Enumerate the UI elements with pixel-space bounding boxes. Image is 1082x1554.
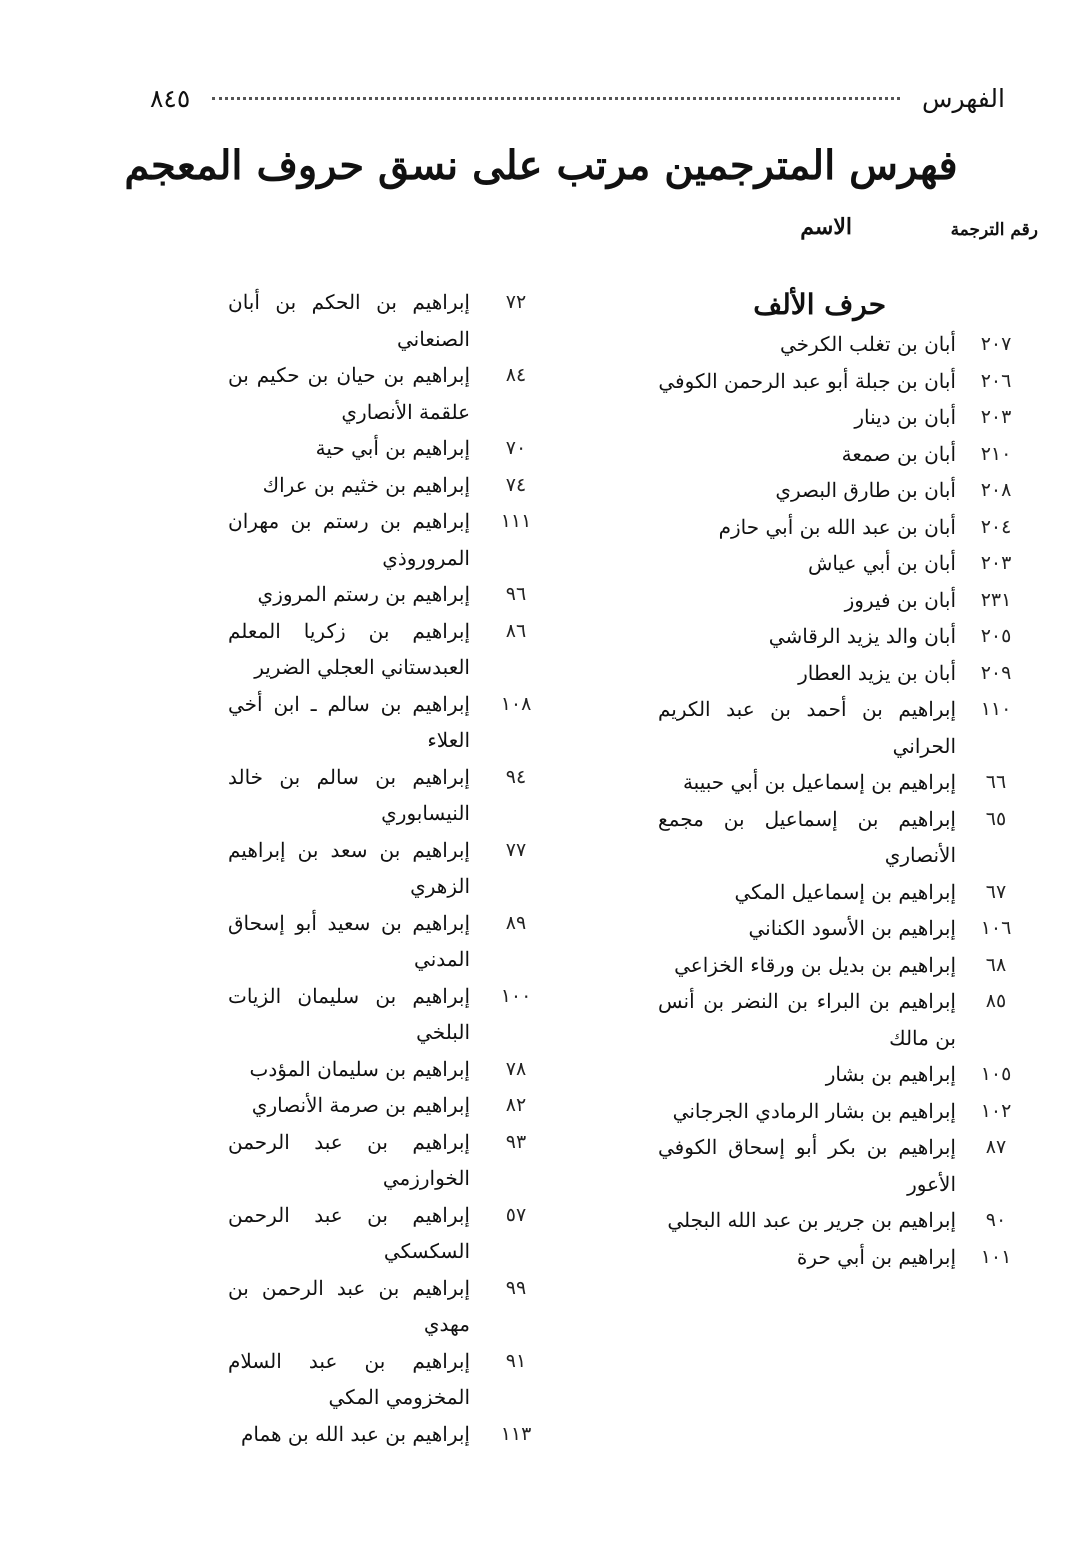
entry-name: أبان والد يزيد الرقاشي xyxy=(768,624,956,648)
entry-number: ٢٠٩ xyxy=(980,661,1012,684)
entry-name: إبراهيم بن عبد السلام المخزومي المكي xyxy=(228,1348,470,1409)
index-entry xyxy=(658,983,1022,1056)
entry-name: إبراهيم بن بكر أبو إسحاق الكوفي الأعور xyxy=(658,1135,956,1196)
index-entry xyxy=(228,467,542,504)
entry-number: ١٠٥ xyxy=(980,1063,1012,1085)
entry-number: ٧٧ xyxy=(505,838,527,861)
index-entry xyxy=(228,1087,542,1124)
entry-number: ٢٠٦ xyxy=(980,369,1012,392)
entry-name: إبراهيم بن إسماعيل بن أبي حبيبة xyxy=(682,770,956,794)
entry-number: ٩٣ xyxy=(505,1130,527,1153)
entry-name: إبراهيم بن أبي حية xyxy=(315,436,470,460)
index-entry xyxy=(658,363,1022,400)
entry-number: ٢٠٥ xyxy=(980,625,1012,647)
entry-number: ٩٠ xyxy=(985,1209,1007,1231)
entry-name: إبراهيم بن بديل بن ورقاء الخزاعي xyxy=(674,952,956,977)
entry-number: ٦٥ xyxy=(985,807,1007,830)
entry-name: إبراهيم بن زكريا المعلم العبدستاني العجلي الضرير xyxy=(228,618,470,679)
index-entry xyxy=(228,357,542,430)
index-entry xyxy=(228,978,542,1051)
entry-name: إبراهيم بن سالم بن خالد النيسابوري xyxy=(228,764,470,825)
index-entry xyxy=(228,503,542,576)
index-entry xyxy=(658,436,1022,473)
entry-name: أبان بن صمعة xyxy=(841,441,956,466)
entry-number: ١١١ xyxy=(500,510,532,532)
entry-number: ٥٧ xyxy=(505,1203,527,1226)
entry-name: إبراهيم بن الحكم بن أبان الصنعاني xyxy=(228,290,470,351)
entry-number: ٨٤ xyxy=(505,364,527,386)
index-entry xyxy=(658,1202,1022,1239)
entry-number: ٢٠٤ xyxy=(980,515,1012,538)
entry-number: ١٠١ xyxy=(980,1245,1012,1268)
entry-name: إبراهيم بن عبد الرحمن بن مهدي xyxy=(228,1275,470,1336)
entry-name: أبان بن أبي عياش xyxy=(807,551,956,575)
entry-number: ٨٩ xyxy=(505,911,527,934)
entry-name: إبراهيم بن عبد الرحمن السكسكي xyxy=(228,1202,470,1263)
entry-number: ٦٦ xyxy=(985,771,1007,793)
entry-name: إبراهيم بن إسماعيل بن مجمع الأنصاري xyxy=(658,806,956,867)
entry-name: إبراهيم بن صرمة الأنصاري xyxy=(251,1093,470,1117)
entry-number: ٢٠٣ xyxy=(980,406,1012,428)
page-number: ٨٤٥ xyxy=(150,83,191,113)
entry-name: إبراهيم بن سالم ـ ابن أخي العلاء xyxy=(228,691,470,752)
entry-number: ٧٢ xyxy=(505,291,527,313)
index-entry xyxy=(228,284,542,357)
entry-name: إبراهيم بن أبي حرة xyxy=(796,1244,956,1269)
entry-number: ٩٦ xyxy=(505,583,527,605)
index-entry xyxy=(658,545,1022,582)
index-entry xyxy=(658,509,1022,546)
index-entry xyxy=(658,801,1022,874)
index-entry xyxy=(228,1124,542,1197)
index-entry xyxy=(228,1051,542,1088)
index-entry xyxy=(658,655,1022,692)
entry-name: أبان بن طارق البصري xyxy=(775,478,956,502)
entry-number: ١٠٨ xyxy=(500,692,532,715)
entry-name: إبراهيم بن حيان بن حكيم بن علقمة الأنصاري xyxy=(228,363,470,424)
entry-name: إبراهيم بن بشار الرمادي الجرجاني xyxy=(672,1098,956,1123)
letter-heading: حرف الألف xyxy=(753,288,886,321)
page-title: فهرس المترجمين مرتب على نسق حروف المعجم xyxy=(124,142,958,189)
index-entry xyxy=(658,947,1022,984)
entry-name: إبراهيم بن جرير بن عبد الله البجلي xyxy=(667,1208,956,1232)
index-entry xyxy=(658,910,1022,947)
entry-number: ١١٣ xyxy=(500,1422,532,1445)
entry-name: إبراهيم بن سعد بن إبراهيم الزهري xyxy=(228,837,470,898)
entry-name: إبراهيم بن رستم بن مهران المروروذي xyxy=(228,509,470,570)
entry-number: ٩٩ xyxy=(505,1276,527,1299)
entry-name: إبراهيم بن سعيد أبو إسحاق المدني xyxy=(228,910,470,971)
index-entry xyxy=(228,1343,542,1416)
index-entry xyxy=(228,905,542,978)
index-entry xyxy=(658,326,1022,363)
entry-name: إبراهيم بن رستم المروزي xyxy=(257,582,470,606)
column-header-number: رقم الترجمة xyxy=(950,220,1038,240)
entry-number: ١٠٠ xyxy=(500,984,532,1007)
entry-name: إبراهيم بن عبد الله بن همام xyxy=(240,1421,470,1446)
running-head xyxy=(150,80,1005,116)
index-entry xyxy=(658,874,1022,911)
entry-number: ٢٠٣ xyxy=(980,552,1012,574)
index-entry xyxy=(658,1129,1022,1202)
index-entry xyxy=(228,1270,542,1343)
index-entry xyxy=(658,1056,1022,1093)
entry-number: ٧٠ xyxy=(505,437,527,459)
entry-number: ٨٦ xyxy=(505,619,527,642)
entry-name: إبراهيم بن الأسود الكناني xyxy=(748,916,956,940)
entry-name: أبان بن يزيد العطار xyxy=(798,660,956,685)
index-entry xyxy=(658,691,1022,764)
index-entry xyxy=(658,399,1022,436)
index-entry xyxy=(228,430,542,467)
entry-number: ١١٠ xyxy=(980,698,1012,720)
index-column-right xyxy=(658,284,1022,1275)
entry-name: أبان بن تغلب الكرخي xyxy=(779,332,956,356)
entry-name: أبان بن عبد الله بن أبي حازم xyxy=(718,514,956,539)
entry-number: ٦٧ xyxy=(985,880,1007,903)
entry-number: ٢١٠ xyxy=(980,442,1012,465)
header-rule xyxy=(212,97,900,100)
entry-name: إبراهيم بن سليمان المؤدب xyxy=(249,1056,470,1081)
entry-number: ٨٧ xyxy=(985,1136,1007,1158)
entry-name: أبان بن جبلة أبو عبد الرحمن الكوفي xyxy=(658,368,956,393)
entry-number: ١٠٦ xyxy=(980,917,1012,939)
column-header-name: الاسم xyxy=(800,214,852,240)
entry-number: ٧٨ xyxy=(505,1057,527,1080)
index-entry xyxy=(228,1197,542,1270)
entry-name: أبان بن دينار xyxy=(854,405,956,429)
entry-number: ٩٤ xyxy=(505,765,527,788)
index-entry xyxy=(228,1416,542,1453)
index-entry xyxy=(658,1093,1022,1130)
entry-number: ١٠٢ xyxy=(980,1099,1012,1122)
entry-number: ٨٢ xyxy=(505,1094,527,1116)
entry-name: إبراهيم بن أحمد بن عبد الكريم الحراني xyxy=(658,697,956,758)
entry-name: إبراهيم بن خثيم بن عراك xyxy=(262,472,470,497)
index-entry xyxy=(228,686,542,759)
running-head-title: الفهرس xyxy=(921,83,1005,113)
entry-number: ٢٣١ xyxy=(980,588,1012,611)
entry-number: ٧٤ xyxy=(505,473,527,496)
entry-number: ٩١ xyxy=(505,1349,527,1372)
index-entry xyxy=(228,832,542,905)
index-entry xyxy=(658,618,1022,655)
index-entry xyxy=(658,764,1022,801)
index-entry xyxy=(228,759,542,832)
index-entry xyxy=(658,472,1022,509)
index-entry xyxy=(658,1239,1022,1276)
entry-number: ٦٨ xyxy=(985,953,1007,976)
entry-number: ٢٠٧ xyxy=(980,333,1012,355)
entry-name: إبراهيم بن إسماعيل المكي xyxy=(734,879,956,904)
index-column-left xyxy=(228,284,542,1452)
entry-name: إبراهيم بن بشار xyxy=(825,1062,956,1086)
entry-name: إبراهيم بن سليمان الزيات البلخي xyxy=(228,983,470,1044)
index-entry xyxy=(658,582,1022,619)
entry-name: إبراهيم بن البراء بن النضر بن أنس بن مالك xyxy=(658,989,956,1050)
entry-name: أبان بن فيروز xyxy=(844,587,956,612)
entry-number: ٨٥ xyxy=(985,990,1007,1012)
entry-name: إبراهيم بن عبد الرحمن الخوارزمي xyxy=(228,1129,470,1190)
index-entry xyxy=(228,613,542,686)
entry-number: ٢٠٨ xyxy=(980,479,1012,501)
index-entry xyxy=(228,576,542,613)
